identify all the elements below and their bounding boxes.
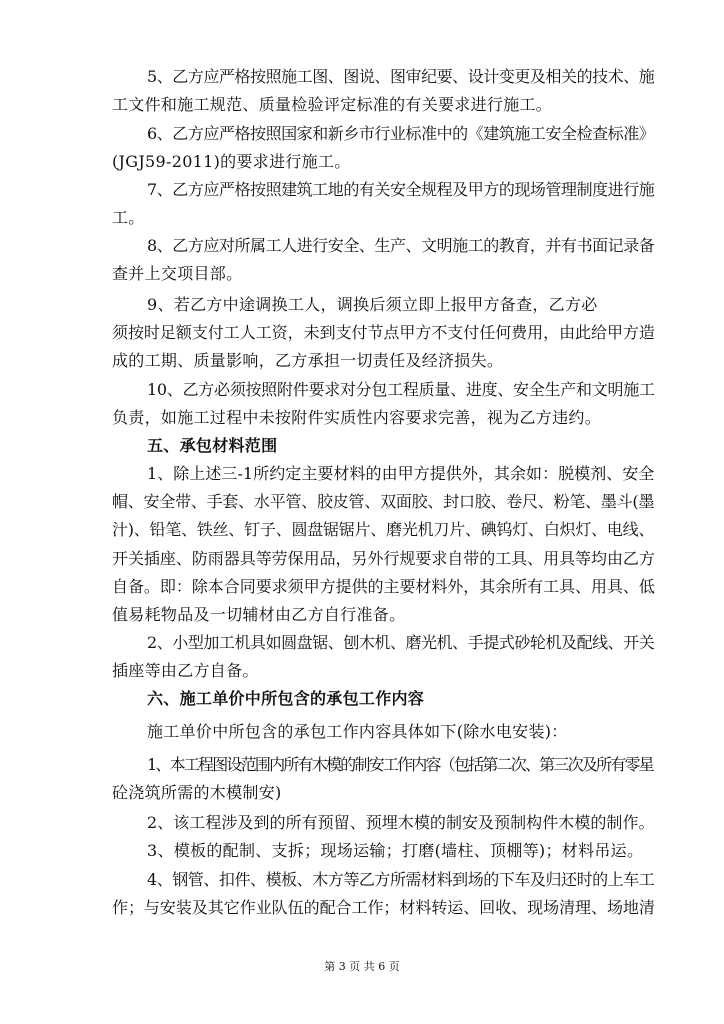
text-line: 值易耗物品及一切辅材由乙方自行准备。	[112, 605, 406, 624]
text-line: 汁)、铅笔、铁丝、钉子、圆盘锯锯片、磨光机刀片、碘钨灯、白炽灯、电线、	[112, 520, 655, 539]
text-line: 查并上交项目部。	[112, 264, 243, 283]
text-line: 4、钢管、扣件、模板、木方等乙方所需材料到场的下车及归还时的上车工	[147, 870, 655, 889]
text-line: 2、该工程涉及到的所有预留、预埋木模的制安及预制构件木模的制作。	[147, 813, 655, 832]
text-line: 3、模板的配制、支拆；现场运输；打磨(墙柱、顶棚等)；材料吊运。	[147, 841, 644, 860]
text-line: 1、本工程图设范围内所有木模的制安工作内容（包括第二次、第三次及所有零星	[147, 755, 653, 774]
text-line: 帽、安全带、手套、水平管、胶皮管、双面胶、封口胶、卷尺、粉笔、墨斗(墨	[112, 492, 655, 511]
text-line: 插座等由乙方自备。	[112, 661, 259, 680]
text-line: 8、乙方应对所属工人进行安全、生产、文明施工的教育，并有书面记录备	[147, 236, 655, 255]
text-line: 负责，如施工过程中未按附件实质性内容要求完善，视为乙方违约。	[112, 408, 602, 427]
text-line: 作；与安装及其它作业队伍的配合工作；材料转运、回收、现场清理、场地清	[112, 898, 655, 917]
page-footer: 第 3 页 共 6 页	[324, 960, 400, 973]
section-heading: 五、承包材料范围	[147, 436, 278, 455]
text-line: 成的工期、质量影响，乙方承担一切责任及经济损失。	[112, 351, 504, 370]
text-line: (JGJ59-2011)的要求进行施工。	[112, 152, 351, 171]
text-line: 工文件和施工规范、质量检验评定标准的有关要求进行施工。	[112, 95, 553, 114]
text-line: 施工单价中所包含的承包工作内容具体如下(除水电安装)：	[147, 722, 568, 741]
text-line: 1、除上述三-1所约定主要材料的由甲方提供外，其余如：脱模剂、安全	[147, 464, 655, 483]
text-line: 砼浇筑所需的木模制安)	[112, 783, 282, 802]
text-line: 2、小型加工机具如圆盘锯、刨木机、磨光机、手提式砂轮机及配线、开关	[147, 633, 655, 652]
section-heading: 六、施工单价中所包含的承包工作内容	[147, 689, 425, 708]
text-line: 5、乙方应严格按照施工图、图说、图审纪要、设计变更及相关的技术、施	[147, 67, 655, 86]
text-line: 6、乙方应严格按照国家和新乡市行业标准中的《建筑施工安全检查标准》	[147, 124, 655, 143]
text-line: 工。	[112, 208, 145, 227]
text-line: 7、乙方应严格按照建筑工地的有关安全规程及甲方的现场管理制度进行施	[147, 180, 655, 199]
text-line: 须按时足额支付工人工资，未到支付节点甲方不支付任何费用，由此给甲方造	[112, 323, 655, 342]
text-line: 10、乙方必须按照附件要求对分包工程质量、进度、安全生产和文明施工	[147, 380, 655, 399]
text-line: 自备。即：除本合同要求须甲方提供的主要材料外，其余所有工具、用具、低	[112, 577, 655, 596]
text-line: 9、若乙方中途调换工人，调换后须立即上报甲方备查，乙方必	[147, 295, 598, 314]
text-line: 开关插座、防雨器具等劳保用品，另外行规要求自带的工具、用具等均由乙方	[112, 549, 655, 568]
